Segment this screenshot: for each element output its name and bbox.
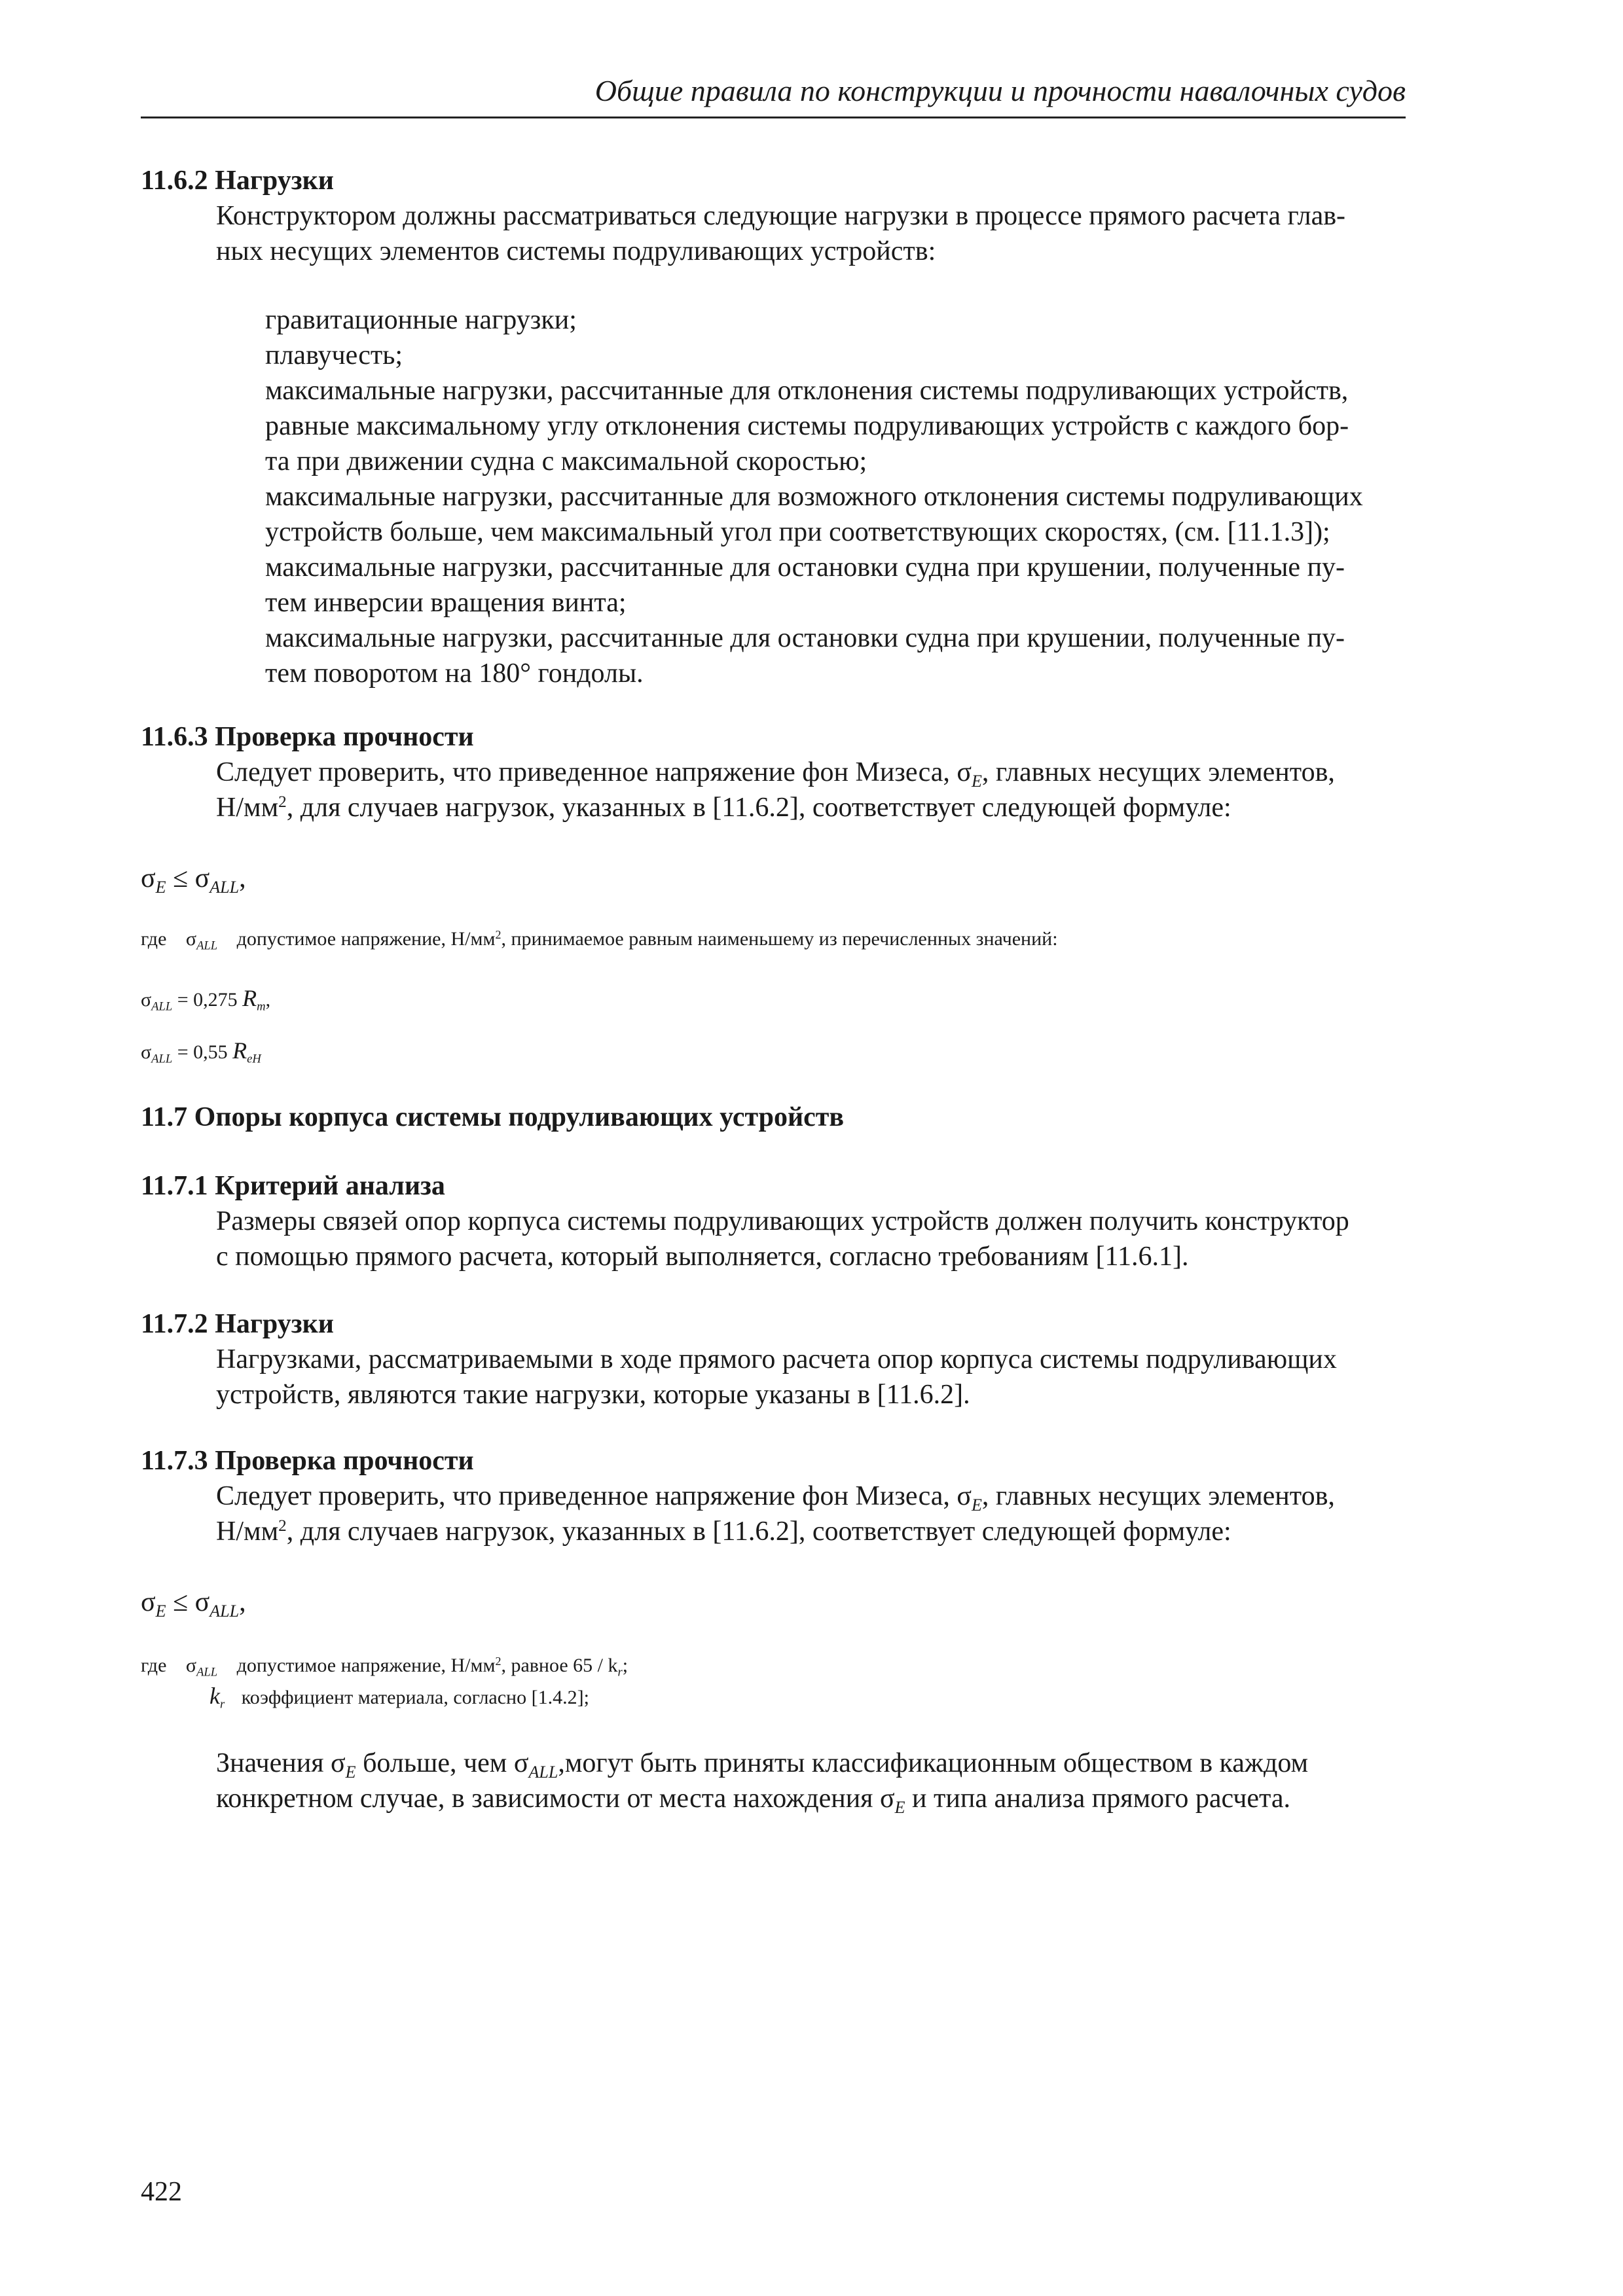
list-item: равные максимальному углу отклонения системы подруливающих устройств с каждого бор- bbox=[265, 411, 1349, 441]
section-heading-11-6-2: 11.6.2 Нагрузки bbox=[141, 166, 335, 196]
formula-stress-check: $\sigma_E \le \sigma_{ALL}$, bbox=[141, 863, 246, 897]
where-definition: где $\sigma_{ALL}$ допустимое напряжение, $Н/мм^2$, равное $65 / k_r$; bbox=[141, 1655, 629, 1679]
paragraph-line: Следует проверить, что приведенное напряжение фон Мизеса, $\sigma_E$, главных несущих элементов, bbox=[216, 757, 1335, 791]
list-item: максимальные нагрузки, рассчитанные для остановки судна при крушении, полученные пу- bbox=[265, 623, 1345, 653]
paragraph-line: Конструктором должны рассматриваться следующие нагрузки в процессе прямого расчета глав- bbox=[216, 201, 1346, 231]
list-item: устройств больше, чем максимальный угол при соответствующих скоростях, (см. [11.1.3]); bbox=[265, 517, 1330, 547]
where-definition: $k_r$ коэффициент материала, согласно [1.4.2]; bbox=[210, 1683, 589, 1712]
formula-allowable-rm: $\sigma_{ALL} = 0,275$ $R_m$, bbox=[141, 985, 271, 1014]
running-header: Общие правила по конструкции и прочности навалочных судов bbox=[594, 74, 1406, 107]
formula-stress-check: $\sigma_E \le \sigma_{ALL}$, bbox=[141, 1587, 246, 1621]
paragraph-line: устройств, являются такие нагрузки, которые указаны в [11.6.2]. bbox=[216, 1380, 970, 1410]
section-heading-11-7-2: 11.7.2 Нагрузки bbox=[141, 1309, 335, 1339]
list-item: максимальные нагрузки, рассчитанные для возможного отклонения системы подруливающих bbox=[265, 482, 1363, 512]
formula-allowable-reh: $\sigma_{ALL} = 0,55$ $R_{eH}$ bbox=[141, 1037, 261, 1066]
list-item: максимальные нагрузки, рассчитанные для остановки судна при крушении, полученные пу- bbox=[265, 552, 1345, 583]
section-heading-11-7: 11.7 Опоры корпуса системы подруливающих устройств bbox=[141, 1102, 845, 1132]
paragraph-line: $Н/мм^2$, для случаев нагрузок, указанных в [11.6.2], соответствует следующей формуле: bbox=[216, 793, 1231, 823]
paragraph-line: Размеры связей опор корпуса системы подруливающих устройств должен получить конструктор bbox=[216, 1206, 1349, 1236]
paragraph-line: Значения $\sigma_E$ больше, чем $\sigma_{ALL},могут$ быть приняты классификационным обществом в каждом bbox=[216, 1748, 1309, 1782]
paragraph-line: с помощью прямого расчета, который выполняется, согласно требованиям [11.6.1]. bbox=[216, 1242, 1189, 1272]
paragraph-line: конкретном случае, в зависимости от места нахождения $\sigma_E$ и типа анализа прямого расчета. bbox=[216, 1784, 1291, 1818]
paragraph-line: Нагрузками, рассматриваемыми в ходе прямого расчета опор корпуса системы подруливающих bbox=[216, 1344, 1337, 1374]
page-number: 422 bbox=[141, 2177, 182, 2207]
list-item: гравитационные нагрузки; bbox=[265, 305, 577, 335]
list-item: плавучесть; bbox=[265, 340, 403, 370]
section-heading-11-7-3: 11.7.3 Проверка прочности bbox=[141, 1446, 474, 1476]
section-heading-11-7-1: 11.7.1 Критерий анализа bbox=[141, 1171, 445, 1201]
paragraph-line: Следует проверить, что приведенное напряжение фон Мизеса, $\sigma_E$, главных несущих элементов, bbox=[216, 1481, 1335, 1515]
header-rule bbox=[141, 117, 1406, 118]
list-item: тем поворотом на 180° гондолы. bbox=[265, 658, 644, 689]
paragraph-line: $Н/мм^2$, для случаев нагрузок, указанных в [11.6.2], соответствует следующей формуле: bbox=[216, 1516, 1231, 1547]
list-item: максимальные нагрузки, рассчитанные для отклонения системы подруливающих устройств, bbox=[265, 376, 1349, 406]
section-heading-11-6-3: 11.6.3 Проверка прочности bbox=[141, 722, 474, 752]
where-definition: где $\sigma_{ALL}$ допустимое напряжение, $Н/мм^2$, принимаемое равным наименьшему из перечисленных значений: bbox=[141, 928, 1058, 953]
list-item: тем инверсии вращения винта; bbox=[265, 588, 627, 618]
paragraph-line: ных несущих элементов системы подруливающих устройств: bbox=[216, 236, 936, 266]
list-item: та при движении судна с максимальной скоростью; bbox=[265, 446, 867, 476]
